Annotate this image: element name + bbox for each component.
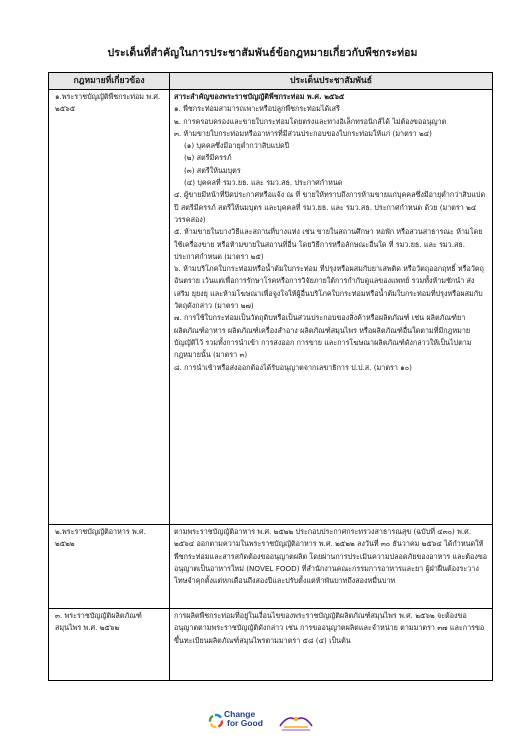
table-row <box>49 609 493 681</box>
clause-item: ๒. การครอบครองและขายใบกระท่อมโดยตรงและทางอิเล็กทรอนิกส์ได้ ไม่ต้องขออนุญาต <box>174 116 447 126</box>
colorful-ring-icon <box>208 713 224 729</box>
logo-line-1: Change <box>224 709 256 719</box>
page-title: ประเด็นที่สำคัญในการประชาสัมพันธ์ข้อกฎหมายเกี่ยวกับพืชกระท่อม <box>107 47 418 59</box>
sub-clause-item: (๓) สตรีให้นมบุตร <box>184 165 241 175</box>
table-header-row <box>49 73 493 90</box>
footer <box>0 708 525 738</box>
logo-line-2: for Good <box>227 718 263 728</box>
logo-text <box>224 710 263 728</box>
clause-item: ๔. ผู้ขายมีหน้าที่ปิดประกาศหรือแจ้ง ณ ที่ ขายให้ทราบถึงการห้ามขายแก่บุคคลซึ่งมีอายุต่ำกว่าสิบแปดปี สตรีมีครรภ์ สตรีให้นมบุตร และบุคคลที่ รมว.ยธ. และ รมว.สธ. ประกาศกำหนด ด้วย (มาตรา ๒๔ วรรคสอง) <box>174 190 486 224</box>
law-name-cell: ๑.พระราชบัญญัติพืชกระท่อม พ.ศ. ๒๕๖๕ <box>49 90 170 525</box>
sub-clause-item: (๔) บุคคลที่ รมว.ยธ. และ รมว.สธ. ประกาศกำหนด <box>184 178 343 188</box>
clause-item: ๗. การใช้ใบกระท่อมเป็นวัตถุดิบหรือเป็นส่วนประกอบของสิ่งค้าหรือผลิตภัณฑ์ เช่น ผลิตภัณฑ์ยา ผลิตภัณฑ์อาหาร ผลิตภัณฑ์เครื่องสำอาง ผลิตภัณฑ์สมุนไพร หรือผลิตภัณฑ์อื่นใดตามที่มีกฎหมายบัญญัติไว้ รวมทั้งการนำเข้า การส่งออก การขาย และการโฆษณาผลิตภัณฑ์ดังกล่าวให้เป็นไปตามกฎหมายนั้น (มาตรา ๓) <box>174 313 472 360</box>
law-name-cell: ๒.พระราชบัญญัติอาหาร พ.ศ. ๒๕๒๒ <box>49 525 170 609</box>
table-row <box>49 525 493 609</box>
clause-item: ๓. ห้ามขายใบกระท่อมหรืออาหารที่มีส่วนประกอบของใบกระท่อมให้แก่ (มาตรา ๒๔) <box>174 128 432 138</box>
change-for-good-logo <box>208 710 268 736</box>
clause-item: ๘. การนำเข้าหรือส่งออกต้องได้รับอนุญาตจากเลขาธิการ ป.ป.ส. (มาตรา ๑๐) <box>174 362 412 372</box>
clause-item: ๑. พืชกระท่อมสามารถเพาะหรือปลูกพืชกระท่อมได้เสรี <box>174 104 340 114</box>
pr-issues-cell: การผลิตพืชกระท่อมที่อยู่ในเงื่อนไขของพระราชบัญญัติผลิตภัณฑ์สมุนไพร พ.ศ. ๒๕๖๒ จะต้องขออนุญาตตามพระราชบัญญัติดังกล่าว เช่น การขออนุญาตผลิตและจำหน่าย ตามมาตรา ๓๗ และการขอขึ้นทะเบียนผลิตภัณฑ์สมุนไพรตามมาตรา ๕๘ (๔) เป็นต้น <box>170 609 493 681</box>
agency-emblem-logo <box>276 712 316 734</box>
sub-clause-item: (๑) บุคคลซึ่งมีอายุต่ำกว่าสิบแปดปี <box>184 141 290 151</box>
summary-title: สาระสำคัญของพระราชบัญญัติพืชกระท่อม พ.ศ. ๒๕๖๕ <box>174 92 345 101</box>
header-pr-issues: ประเด็นประชาสัมพันธ์ <box>170 73 493 90</box>
clause-item: ๕. ห้ามขายในบางวิธีและสถานที่บางแห่ง เช่น ขายในสถานศึกษา หอพัก หรือสวนสาธารณะ ห้ามโดยใช้เครื่องขาย หรือห้ามขายในสถานที่อื่น โดยวิธีการหรือลักษณะอื่นใด ที่ รมว.ยธ. และ รมว.สธ. ประกาศกำหนด (มาตรา ๒๕) <box>174 227 483 261</box>
sub-clause-item: (๒) สตรีมีครรภ์ <box>184 153 232 163</box>
pr-issues-cell <box>170 90 493 525</box>
pr-issues-cell: ตามพระราชบัญญัติอาหาร พ.ศ. ๒๕๒๒ ประกอบประกาศกระทรวงสาธารณสุข (ฉบับที่ ๔๓๐) พ.ศ. ๒๕๖๔ ออกตามความในพระราชบัญญัติอาหาร พ.ศ. ๒๕๒๒ ลงวันที่ ๓๐ ธันวาคม ๒๕๖๔ ได้กำหนดให้พืชกระท่อมและสารสกัดต้องขออนุญาตผลิต โดยผ่านการประเมินความปลอดภัยของอาหาร และต้องขออนุญาตเป็นอาหารใหม่ (NOVEL FOOD) ที่สำนักงานคณะกรรมการอาหารและยา ผู้ฝ่าฝืนต้องระวางโทษจำคุกตั้งแต่หกเดือนถึงสองปีและปรับตั้งแต่ห้าพันบาทถึงสองหมื่นบาท <box>170 525 493 609</box>
law-name-cell: ๓. พระราชบัญญัติผลิตภัณฑ์สมุนไพร พ.ศ. ๒๕๖๒ <box>49 609 170 681</box>
table-row <box>49 90 493 525</box>
header-related-law: กฎหมายที่เกี่ยวข้อง <box>49 73 170 90</box>
emblem-icon <box>276 712 316 734</box>
law-summary-table <box>48 72 493 681</box>
clause-item: ๖. ห้ามบริโภคใบกระท่อมหรือน้ำต้มใบกระท่อม ที่ปรุงหรือผสมกับยาเสพติด หรือวัตถุออกฤทธิ์ หรือวัตถุอันตราย เว้นแต่เพื่อการรักษาโรคหรือการวิจัยภายใต้การกำกับดูแลของแพทย์ รวมทั้งห้ามชักนำ ส่งเสริม ยุยงยุ และห้ามโฆษณาเพื่อจูงใจให้ผู้อื่นบริโภคใบกระท่อมหรือน้ำต้มใบกระท่อมที่ปรุงหรือผสมกับวัตถุดังกล่าว (มาตรา ๒๗) <box>174 264 484 311</box>
